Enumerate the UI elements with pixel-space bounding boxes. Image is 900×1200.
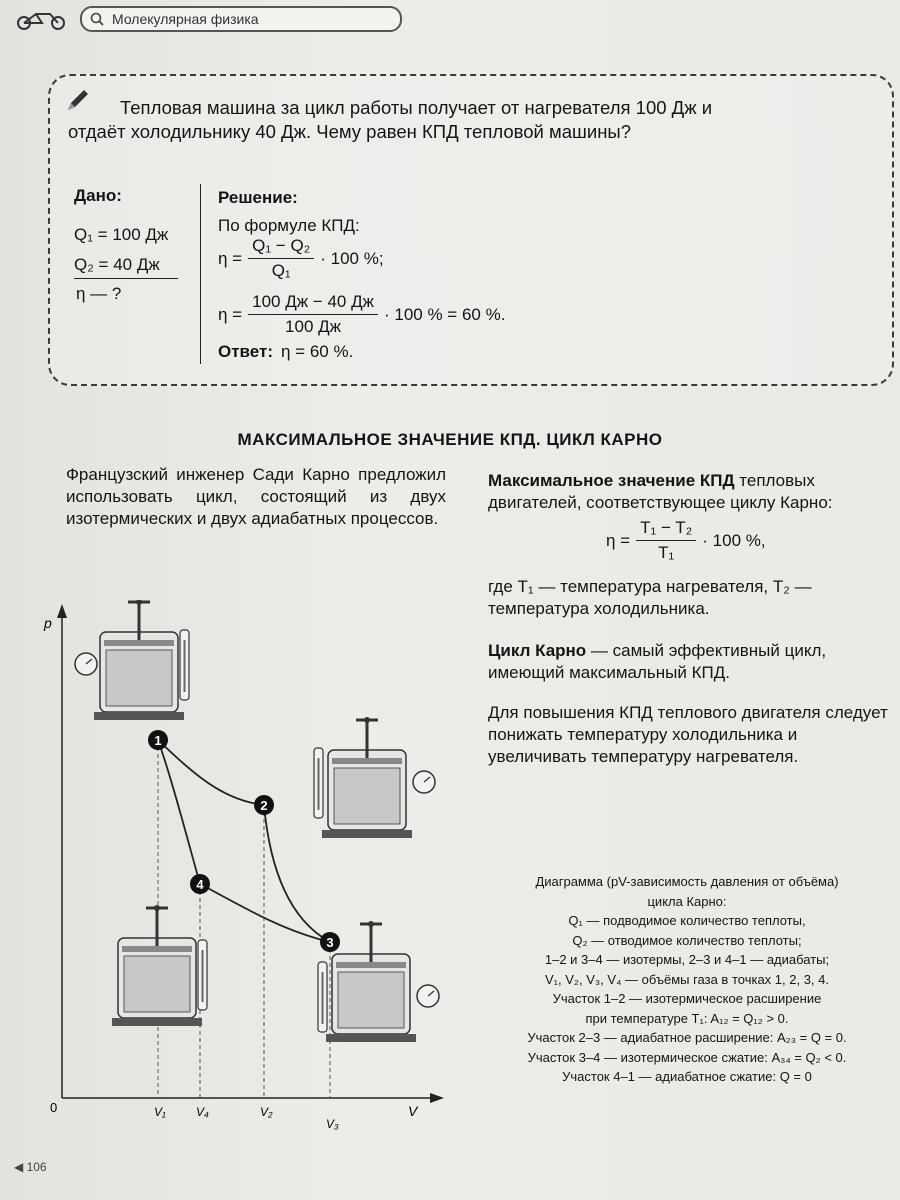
point-4: [190, 874, 210, 894]
given-title: Дано:: [74, 186, 122, 205]
isotherm-3-4: [200, 884, 330, 942]
find-eta: η — ?: [76, 284, 122, 303]
max-efficiency-bold: Максимальное значение КПД: [488, 471, 735, 490]
eq2-denominator: 100 Дж: [285, 317, 342, 336]
page-header: [0, 0, 900, 40]
v-axis-label: V: [408, 1103, 418, 1119]
page-number: ◀ 106: [14, 1160, 47, 1174]
carnot-formula-tail: · 100 %,: [702, 530, 766, 550]
answer-value: η = 60 %.: [281, 342, 354, 361]
given-column: [74, 186, 194, 280]
caption-line: Q₂ — отводимое количество теплоты;: [572, 932, 802, 948]
given-divider: [74, 278, 178, 279]
eq2-numerator: 100 Дж − 40 Дж: [248, 292, 378, 315]
svg-text:2: 2: [260, 798, 268, 813]
caption-line: 1–2 и 3–4 — изотермы, 2–3 и 4–1 — адиабаты;: [544, 952, 830, 967]
svg-text:3: 3: [326, 935, 334, 950]
origin-label: 0: [50, 1100, 58, 1115]
answer-label: Ответ:: [218, 342, 273, 361]
caption-line: Участок 3–4 — изотермическое сжатие: A₃₄ = Q₂ < 0.: [527, 1049, 847, 1065]
eq2-fraction: [248, 292, 378, 337]
max-efficiency-rest: тепловых двигателей, соответствующее циклу Карно:: [488, 471, 833, 512]
max-efficiency-text: [488, 470, 888, 514]
given-q1: Q₁ = 100 Дж: [74, 225, 169, 244]
eq1-lhs: η =: [218, 248, 243, 268]
eq2-lhs: η =: [218, 304, 243, 324]
solution-divider: [200, 184, 201, 364]
formula-efficiency: [218, 236, 384, 281]
carnot-formula-lhs: η =: [606, 530, 631, 550]
heat-engine-illustration-3: [112, 905, 207, 1026]
caption-line: Участок 4–1 — адиабатное сжатие: Q = 0: [562, 1069, 812, 1084]
solution-title: Решение:: [218, 188, 298, 207]
v-axis-arrow: [430, 1093, 444, 1103]
tick-v3: V₃: [326, 1117, 339, 1131]
tick-v1: V₁: [154, 1105, 166, 1119]
eq1-denominator: Q₁: [271, 261, 291, 280]
eq1-tail: · 100 %;: [320, 248, 384, 268]
eq2-tail: · 100 % = 60 %.: [383, 304, 506, 324]
carnot-definition-rest: — самый эффективный цикл, имеющий максимальный КПД.: [488, 641, 827, 682]
heat-engine-illustration-2: [314, 717, 435, 838]
caption-line: Участок 1–2 — изотермическое расширение: [552, 991, 822, 1006]
caption-line: V₁, V₂, V₃, V₄ — объёмы газа в точках 1, 2, 3, 4.: [544, 971, 829, 987]
temperature-legend: где T₁ — температура нагревателя, T₂ — температура холодильника.: [488, 577, 812, 618]
carnot-formula-numerator: T₁ − T₂: [636, 518, 696, 541]
efficiency-advice: Для повышения КПД теплового двигателя следует понижать температуру холодильника и увеличивать температуру нагревателя.: [488, 703, 888, 766]
tick-v4: V₄: [196, 1105, 209, 1119]
carnot-definition-bold: Цикл Карно: [488, 641, 587, 660]
carnot-formula: [606, 518, 766, 563]
given-q2: Q₂ = 40 Дж: [74, 255, 160, 274]
caption-line: Диаграмма (pV-зависимость давления от объёма): [535, 874, 839, 889]
point-3: [320, 932, 340, 952]
answer-line: [218, 342, 353, 362]
tick-v2: V₂: [260, 1105, 273, 1119]
pv-diagram: [0, 600, 470, 1140]
isotherm-1-2: [158, 740, 264, 805]
svg-text:1: 1: [154, 733, 162, 748]
carnot-formula-fraction: [636, 518, 696, 563]
solution-intro: По формуле КПД:: [218, 216, 360, 235]
topic-label: Молекулярная физика: [112, 11, 259, 27]
caption-line: цикла Карно:: [647, 893, 727, 909]
svg-text:4: 4: [196, 877, 204, 892]
topic-search-pill: [80, 6, 402, 32]
problem-text: Тепловая машина за цикл работы получает от нагревателя 100 Дж и отдаёт холодильнику 40 Дж. Чему равен КПД тепловой машины?: [68, 97, 713, 142]
point-2: [254, 795, 274, 815]
point-1: [148, 730, 168, 750]
formula-calculation: [218, 292, 505, 337]
carnot-intro: Французский инженер Сади Карно предложил использовать цикл, состоящий из двух изотермических и двух адиабатных процессов.: [66, 465, 446, 528]
caption-line: Участок 2–3 — адиабатное расширение: A₂₃ = Q = 0.: [527, 1030, 847, 1045]
carnot-formula-denominator: T₁: [658, 543, 675, 562]
caption-line: Q₁ — подводимое количество теплоты,: [568, 913, 806, 928]
eq1-fraction: [248, 236, 314, 281]
magnifier-icon: [90, 12, 104, 26]
section-title: МАКСИМАЛЬНОЕ ЗНАЧЕНИЕ КПД. ЦИКЛ КАРНО: [237, 430, 663, 449]
eq1-numerator: Q₁ − Q₂: [248, 236, 314, 259]
carnot-definition: [488, 640, 888, 684]
adiabat-4-1: [158, 740, 200, 884]
p-axis-arrow: [57, 604, 67, 618]
bicycle-logo-icon: [14, 10, 70, 30]
p-axis-label: p: [44, 615, 52, 631]
diagram-caption: [478, 872, 896, 1087]
heat-engine-illustration-1: [75, 600, 189, 720]
caption-line: при температуре T₁: A₁₂ = Q₁₂ > 0.: [585, 1010, 789, 1026]
